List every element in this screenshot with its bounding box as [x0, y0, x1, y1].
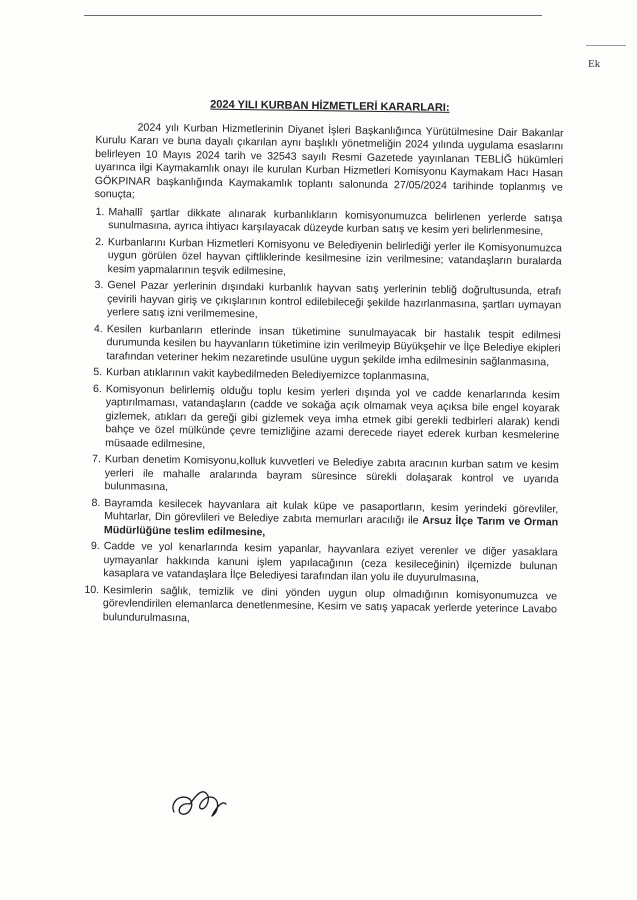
- decision-item-7: [90, 453, 559, 500]
- decision-item-10: [84, 583, 558, 630]
- item-number: 6.: [93, 382, 103, 395]
- decision-item-2: [94, 235, 563, 282]
- item-number: 5.: [93, 365, 103, 379]
- document-title: 2024 YILI KURBAN HİZMETLERİ KARARLARI:: [210, 98, 450, 114]
- item-text: Kurbanlarını Kurban Hizmetleri Komisyonu ve Belediyenin belirlediği yerler ile Komisyonumuzca uygun görülen özel hayvan çiftliklerinde kesilmesine izin verilmesine; vatandaşların buralarda kesim yapmalarının teşvik edilmesine,: [107, 235, 563, 278]
- annex-label: Ek: [588, 58, 601, 70]
- item-text-emphasis: Arsuz İlçe Tarım ve Orman Müdürlüğüne teslim edilmesine,: [103, 514, 559, 538]
- item-number: 1.: [95, 205, 105, 218]
- item-text: Kurban atıklarının vakit kaybedilmeden Belediyemizce toplanmasına,: [106, 366, 430, 383]
- decision-item-8: [90, 496, 559, 543]
- item-text: Bayramda kesilecek hayvanlara ait kulak küpe ve pasaportların, kesim yerindeki görevliler, Muhtarlar, Din görevlileri ve Belediye zabıta memurları aracılığı ile: [104, 496, 559, 527]
- item-text: Kesilen kurbanların etlerinde insan tüketimine sunulmayacak bir hastalık tespit edilmesi durumunda kesilen bu hayvanların tüketimine izin verilmeyip Büyükşehir ve İlçe Belediye ekipleri tarafından veteriner hekim nezaretinde usulüne uygun şekilde imha edilmesinin sağlanmasına,: [106, 322, 561, 368]
- item-text: Komisyonun belirlemiş olduğu toplu kesim yerleri dışında yol ve cadde kenarlarında kesim yaptırılmaması, vatandaşların (cadde ve sokağa açık olmamak veya açıksa bile engel koyarak gizlemek, atıkları da gereği gibi gizlemek veya imha etmek gibi gerekli tedbirleri alarak) kendi bahçe ve özel mülkünde çevre temizliğine azami derecede riayet ederek kurban kesmelerine müsaade edilmesine,: [105, 382, 560, 451]
- handwritten-signature: [168, 782, 230, 822]
- decision-item-3: [93, 279, 562, 326]
- item-number: 2.: [95, 235, 105, 248]
- item-text: Genel Pazar yerlerinin dışındaki kurbanlık hayvan satış yerlerinin tebliğ doğrultusunda, etrafı çevirili hayvan giriş ve çıkışlarının kontrol edilebileceği şekilde hazırlanmasına, şartları uymayan yerlere satış izni verilmemesine,: [106, 279, 562, 321]
- decision-item-9: [89, 540, 558, 587]
- item-number: 7.: [92, 452, 102, 466]
- decision-list: [84, 205, 563, 630]
- item-number: 3.: [94, 278, 104, 292]
- decision-item-4: [92, 322, 561, 369]
- item-number: 4.: [93, 322, 103, 335]
- item-text: Kesimlerin sağlık, temizlik ve dini yönden uygun olup olmadığının komisyonumuzca ve görevlendirilen elemanlarca denetlenmesine, Kesim ve satış yapacak yerlerde yeterince Lavabo bulundurulmasına,: [102, 583, 558, 624]
- side-divider: [586, 45, 626, 46]
- decision-item-1: [94, 205, 562, 239]
- top-divider: [84, 15, 542, 16]
- decision-item-6: [91, 382, 560, 456]
- document-body: [84, 97, 564, 633]
- item-number: 9.: [90, 539, 100, 553]
- item-number: 10.: [84, 583, 100, 596]
- item-text: Kurban denetim Komisyonu,kolluk kuvvetleri ve Belediye zabıta aracının kurban satım ve kesim yerleri ile mahalle aralarında bayram süresince sürekli dolaşarak kontrol ve uyarıda bulunmasına,: [104, 453, 559, 494]
- intro-paragraph: 2024 yılı Kurban Hizmetlerinin Diyanet İşleri Başkanlığınca Yürütülmesine Dair Bakanlar Kurulu Kararı ve buna dayalı çıkarılan aynı başlıklı yönetmeliğin 2024 yılında uygulama esaslarını belirleyen 10 Mayıs 2024 tarih ve 32543 sayılı Resmi Gazetede yayınlanan TEBLİĞ hükümleri uyarınca ilgi Kaymakamlık onayı ile kurulan Kurban Hizmetleri Komisyonu Kaymakam Hacı Hasan GÖKPINAR başkanlığında Kaymakamlık toplantı salonunda 27/05/2024 tarihinde toplanmış ve sonuçta;: [94, 121, 564, 201]
- item-text: Cadde ve yol kenarlarında kesim yapanlar, hayvanlara eziyet verenler ve diğer yasaklara uymayanlar hakkında kanuni işlem yapılacağının (ceza kesileceğinin) ilçemizde bulunan kasaplara ve vatandaşlara İlçe Belediyesi tarafından ilan yolu ile duyurulmasına,: [103, 540, 558, 585]
- item-text: Mahallî şartlar dikkate alınarak kurbanlıkların komisyonumuzca belirlenen yerlerde satışa sunulmasına, ayrıca ihtiyacı karşılayacak düzeyde kurban satış ve kesim yeri belirlenmesine,: [108, 205, 563, 238]
- item-number: 8.: [91, 496, 101, 509]
